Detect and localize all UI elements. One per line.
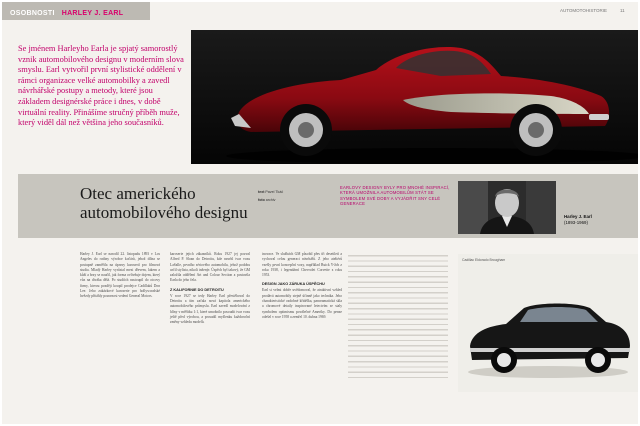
body-column-1: Harley J. Earl se narodil 22. listopadu 1893 v Los Angeles do rodiny výrobce kočárů, jehož dílna se postupně zaměřila na úpravy karoserií pro filmová studia. Mladý Harley vyrůstal mezi dřevem, lakem a kůží a brzy se naučil, jak forma ovlivňuje dojem, který vůz na diváka dělá. Po studiích nastoupil do otcovy firmy, kterou později koupil prodejce Cadillaků Don Lee. Jeho zakázkové karoserie pro hollywoodské hvězdy přitáhly pozornost vedení General Motors. <box>80 252 160 299</box>
subheading-2: DESIGN JAKO ZÁRUKA ÚSPĚCHU <box>262 282 325 287</box>
portrait-image <box>458 181 556 234</box>
body-column-2-text: karoserie jejich zákazníků. Roku 1927 jej pozval Alfred P. Sloan do Detroitu, kde navrhl tvar vozu LaSalle, prvního sériového automobilu, jehož podobu určil stylista, nikoli inženýr. Úspěch byl takový, že GM založila oddělení Art and Colour Section a postavila Earla do jeho čela. <box>170 252 250 283</box>
body-column-2 <box>170 252 250 326</box>
body-column-3 <box>262 252 342 320</box>
portrait-name: Harley J. Earl <box>564 214 592 219</box>
body-column-4 <box>348 252 448 382</box>
cadillac-photo <box>458 254 638 392</box>
text-credit <box>258 190 283 194</box>
body-column-2-text-b: V roce 1927 se tedy Harley Earl přestěhoval do Detroitu a tím začala nová kapitola amerického automobilového průmyslu. Earl zavedl modelování z hlíny v měřítku 1:1, které umožnilo posoudit tvar vozu ještě před výrobou, a prosadil myšlenku každoroční změny vzhledu modelů. <box>170 293 250 325</box>
photo-credit <box>258 198 275 202</box>
photo-credit-label: foto <box>258 198 265 202</box>
intro-paragraph: Se jménem Harleyho Earla je spjatý samorostlý vznik automobilového designu v moderním slova smyslu. Earl vytvořil první stylistické oddělení v rámci organizace velké automobilky a zavedl návrhářské postupy a metody, které jsou základem designérské práce i dnes, v době virtuální reality. Přinášíme stručný příběh muže, který viděl dál než většina jeho současníků. <box>18 44 184 128</box>
text-credit-author: Pavel Tkáč <box>265 190 284 194</box>
body-column-3-text-b: Earl si velmi dobře uvědomoval, že atraktivní vzhled prodává automobily stejně účinně jako technika. Jeho charakteristické ozdobné křidélka, panoramatická skla a chromové detaily inspirované letectvím se staly symbolem optimismu poválečné Ameriky. Do penze odešel v roce 1958 a zemřel 10. dubna 1969. <box>262 288 342 319</box>
title-line-1: Otec amerického <box>80 184 196 203</box>
body-column-3-text: inovace. Ve službách GM působil přes tři desetiletí a vychoval celou generaci návrhářů. Z jeho ateliérů vzešly první koncepční vozy, například Buick Y-Job z roku 1938, i legendární Chevrolet Corvette z roku 1953. <box>262 252 342 278</box>
portrait-caption <box>564 214 592 226</box>
article-title <box>80 184 280 222</box>
page-number: 11 <box>620 8 625 13</box>
title-line-2: automobilového designu <box>80 203 248 222</box>
running-header: AUTOMOTOHISTORIE <box>560 8 608 13</box>
harley-earl-portrait <box>458 181 556 234</box>
photo-credit-author: archiv <box>265 198 276 202</box>
pull-quote: EARLOVY DESIGNY BYLY PRO MNOHÉ INSPIRACÍ, KTERÁ UMOŽNILA AUTOMOBILŮM STÁT SE SYMBOLEM SVÉ DOBY A VYJÁDŘIT SNY CELÉ GENERACE <box>340 185 450 207</box>
body-column-4-filler <box>348 252 448 382</box>
cadillac-photo-label: Cadillac Eldorado Brougham <box>462 258 506 262</box>
section-tag <box>2 2 150 20</box>
section-label: OSOBNOSTI <box>10 10 55 17</box>
red-corvette-image <box>191 30 638 164</box>
portrait-years: (1893-1969) <box>564 220 588 225</box>
article-person-label: HARLEY J. EARL <box>61 10 124 17</box>
text-credit-label: text <box>258 190 265 194</box>
subheading-1: Z KALIFORNIE DO DETROITU <box>170 287 224 292</box>
black-cadillac-image <box>458 254 638 392</box>
corvette-photo <box>191 30 638 164</box>
